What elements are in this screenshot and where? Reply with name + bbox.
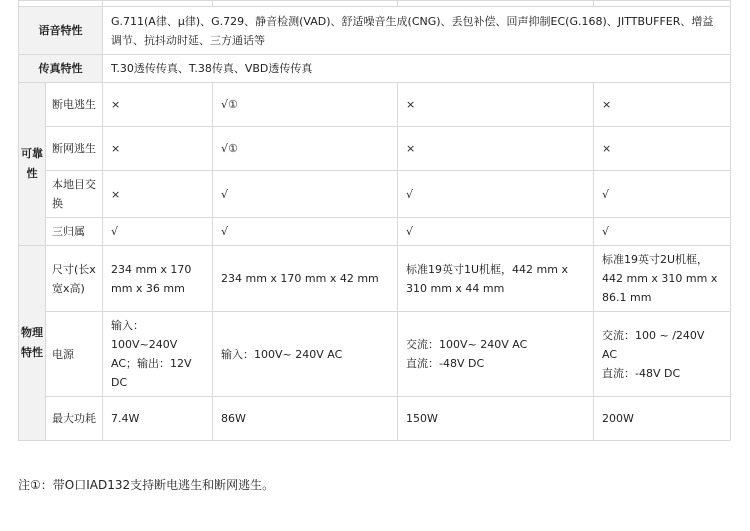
cell: 234 mm x 170 mm x 42 mm (213, 246, 398, 312)
table-row (19, 397, 731, 441)
voice-row (19, 7, 731, 55)
cell (594, 312, 731, 397)
cell: 标准19英寸2U机框，442 mm x 310 mm x 86.1 mm (594, 246, 731, 312)
cell: √ (213, 171, 398, 218)
cell: √① (213, 127, 398, 171)
cell (398, 312, 594, 397)
table-row (19, 218, 731, 246)
table-row (19, 312, 731, 397)
cell: × (594, 83, 731, 127)
fax-label: 传真特性 (19, 55, 103, 83)
row-label: 尺寸(长x宽x高) (46, 246, 103, 312)
row-label: 三归属 (46, 218, 103, 246)
cell: × (398, 83, 594, 127)
cell: 7.4W (103, 397, 213, 441)
row-label: 断网逃生 (46, 127, 103, 171)
fax-value: T.30透传传真、T.38传真、VBD透传传真 (103, 55, 731, 83)
cell-line: 交流：100 ~ /240V AC (602, 328, 705, 361)
cell: 标准19英寸1U机框，442 mm x 310 mm x 44 mm (398, 246, 594, 312)
cell-line: 交流：100V~ 240V AC (406, 338, 528, 351)
cell: 输入：100V~ 240V AC (213, 312, 398, 397)
table-row (19, 127, 731, 171)
table-row (19, 246, 731, 312)
cell: × (103, 171, 213, 218)
cell: 200W (594, 397, 731, 441)
row-label: 最大功耗 (46, 397, 103, 441)
cell: √ (594, 171, 731, 218)
fax-row (19, 55, 731, 83)
cell: √① (213, 83, 398, 127)
cell: √ (594, 218, 731, 246)
cell: 234 mm x 170 mm x 36 mm (103, 246, 213, 312)
cell: √ (103, 218, 213, 246)
cell: 86W (213, 397, 398, 441)
voice-label: 语音特性 (19, 7, 103, 55)
cell-line: 直流：-48V DC (406, 357, 485, 370)
row-label: 本地目交换 (46, 171, 103, 218)
row-label: 电源 (46, 312, 103, 397)
spec-table (18, 0, 731, 441)
reliability-label: 可靠性 (19, 83, 46, 246)
cell: × (103, 127, 213, 171)
cell: √ (213, 218, 398, 246)
table-row (19, 171, 731, 218)
cell: √ (398, 171, 594, 218)
table-row (19, 83, 731, 127)
cell: 150W (398, 397, 594, 441)
voice-value: G.711(A律、μ律)、G.729、静音检测(VAD)、舒适噪音生成(CNG)、丢包补偿、回声抑制EC(G.168)、JITTBUFFER、增益调节、抗抖动时延、三方通话等 (103, 7, 731, 55)
cell: 输入：100V~240V AC；输出：12V DC (103, 312, 213, 397)
footnote: 注①：带O口IAD132支持断电逃生和断网逃生。 (18, 478, 275, 492)
cell: × (594, 127, 731, 171)
physical-label: 物理特性 (19, 246, 46, 441)
cell-line: 直流：-48V DC (602, 366, 681, 380)
row-label: 断电逃生 (46, 83, 103, 127)
cell: √ (398, 218, 594, 246)
cell: × (398, 127, 594, 171)
cell: × (103, 83, 213, 127)
